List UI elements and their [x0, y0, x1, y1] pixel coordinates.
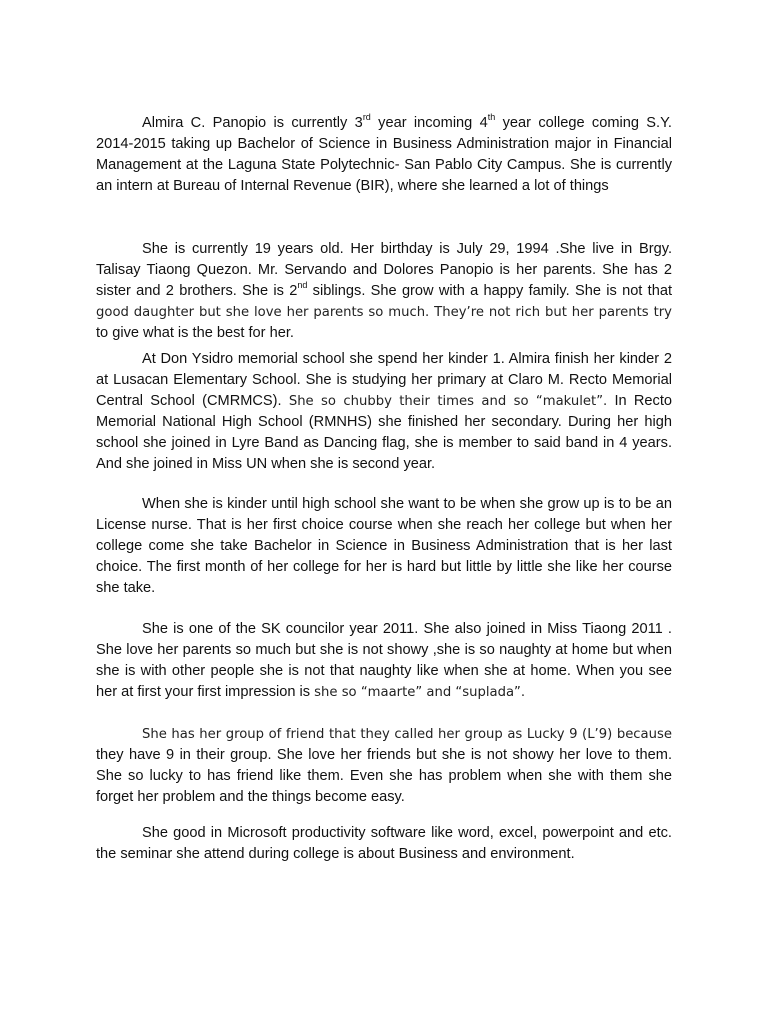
paragraph-family — [96, 239, 672, 344]
p7-text: She good in Microsoft productivity software like word, excel, powerpoint and etc. the seminar she attend during college is about Business and environment. — [96, 825, 672, 862]
p3-text-b: In Recto Memorial National High School (RMNHS) she finished her secondary. During her high school she joined in Lyre Band as Dancing flag, she is member to said band in 4 years. And she joined in Miss UN when she is second year. — [96, 393, 672, 472]
p1-text-a: Almira C. Panopio is currently 3 — [142, 115, 363, 131]
paragraph-introduction — [96, 113, 672, 197]
p2-text-c: to give what is the best for her. — [96, 325, 294, 341]
p2-superscript-nd: nd — [297, 280, 308, 291]
p1-text-c: year college coming S.Y. 2014-2015 taking up Bachelor of Science in Business Administration major in Financial Management at the Laguna State Polytechnic- San Pablo City Campus. She is currently an intern at Bureau of Internal Revenue (BIR), where she learned a lot of things — [96, 115, 672, 194]
p6-text-b: they have 9 in their group. She love her friends but she is not showy her love to them. She so lucky to has friend like them. Even she has problem when she with them she forget her problem and the things become easy. — [96, 747, 672, 805]
paragraph-skills — [96, 823, 672, 865]
p1-text-b: year incoming 4 — [370, 115, 488, 131]
p4-text: When she is kinder until high school she want to be when she grow up is to be an License nurse. That is her first choice course when she reach her college but when her college come she take Bachelor in Science in Business Administration that is her last choice. The first month of her college for her is hard but little by little she like her course she take. — [96, 496, 672, 596]
paragraph-schooling — [96, 349, 672, 475]
p1-superscript-rd: rd — [362, 112, 371, 123]
p3-text-a: At Don Ysidro memorial school she spend her kinder 1. Almira finish her kinder 2 at Lusacan Elementary School. She is studying her primary at Claro M. Recto Memorial Central School (CMRMCS). — [96, 351, 672, 409]
paragraph-friends — [96, 724, 672, 808]
p5-text-a: She is one of the SK councilor year 2011. She also joined in Miss Tiaong 2011 . She love her parents so much but she is not showy ,she is so naughty at home but when she is with other people she is not that naughty like when she at home. When you see her at first your first impression is — [96, 621, 672, 700]
p5-text-alt: she so “maarte” and “suplada”. — [314, 685, 526, 700]
p1-superscript-th: th — [487, 112, 496, 123]
p2-text-a: She is currently 19 years old. Her birthday is July 29, 1994 .She live in Brgy. Talisay Tiaong Quezon. Mr. Servando and Dolores Panopio is her parents. She has 2 sister and 2 brothers. She is 2 — [96, 241, 672, 299]
paragraph-personality — [96, 619, 672, 703]
p6-text-alt: She has her group of friend that they called her group as Lucky 9 (L’9) because — [142, 727, 672, 742]
p2-text-alt: good daughter but she love her parents so much. They’re not rich but her parents try — [96, 305, 672, 320]
p2-text-b: siblings. She grow with a happy family. She is not that — [307, 283, 672, 299]
p3-text-alt: She so chubby their times and so “makulet”. — [288, 394, 608, 409]
paragraph-ambition — [96, 494, 672, 599]
